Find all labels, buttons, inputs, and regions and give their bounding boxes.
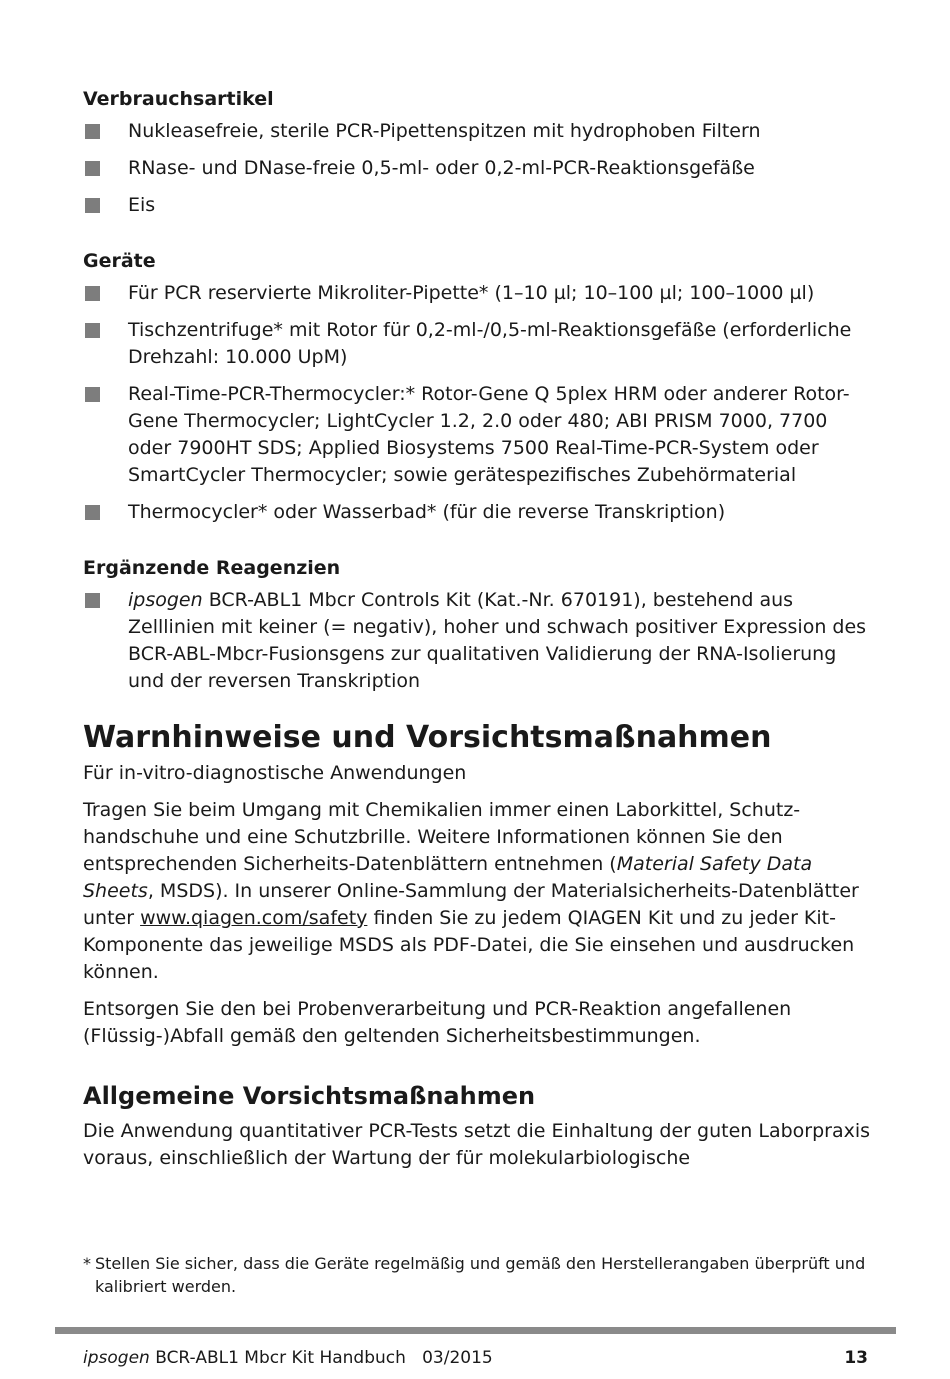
list-item <box>83 118 873 145</box>
reagents-list <box>83 587 873 695</box>
warnings-section <box>83 719 873 1050</box>
warnings-paragraph-2: Entsorgen Sie den bei Probenverarbeitung und PCR-Reaktion angefallenen (Flüssig-)Abfall gemäß den geltenden Sicherheitsbestimmungen. <box>83 998 792 1047</box>
safety-link[interactable]: www.qiagen.com/safety <box>140 907 368 929</box>
list-item-text: Eis <box>128 194 156 216</box>
list-item <box>83 499 873 526</box>
paragraph-text: , MSDS). In unserer Online-Sammlung der Materialsicherheits-Datenblätter unter <box>83 880 859 929</box>
list-item-text: RNase- und DNase-freie 0,5-ml- oder 0,2-ml-PCR-Reaktionsgefäße <box>128 157 755 179</box>
equipment-heading: Geräte <box>83 250 156 272</box>
square-bullet-icon <box>85 286 100 301</box>
list-item <box>83 280 873 307</box>
list-item <box>83 317 873 371</box>
page-number: 13 <box>844 1348 868 1368</box>
consumables-list <box>83 118 873 219</box>
square-bullet-icon <box>85 505 100 520</box>
footer-title <box>83 1346 493 1370</box>
consumables-heading: Verbrauchsartikel <box>83 88 274 110</box>
square-bullet-icon <box>85 124 100 139</box>
list-item-text: Real-Time-PCR-Thermocycler:* Rotor-Gene Q 5plex HRM oder anderer Rotor-Gene Thermocycler; LightCycler 1.2, 2.0 oder 480; ABI PRISM 7000, 7700 oder 7900HT SDS; Applied Biosystems 7500 Real-Time-PCR-System oder SmartCycler Thermocycler; sowie gerätespezifisches Zubehörmaterial <box>128 383 850 486</box>
warnings-paragraph-1 <box>83 797 873 986</box>
general-heading: Allgemeine Vorsichtsmaßnahmen <box>83 1082 536 1110</box>
list-item-text: Nukleasefreie, sterile PCR-Pipettenspitzen mit hydrophoben Filtern <box>128 120 761 142</box>
equipment-section <box>83 248 873 526</box>
equipment-list <box>83 280 873 526</box>
paragraph-text: finden Sie zu jedem QIAGEN Kit und zu jeder Kit-Komponente das jeweilige MSDS als PDF-Datei, die Sie einsehen und ausdrucken können. <box>83 907 855 983</box>
brand-name: ipsogen <box>128 589 203 611</box>
square-bullet-icon <box>85 161 100 176</box>
general-section <box>83 1080 873 1172</box>
reagents-heading: Ergänzende Reagenzien <box>83 557 341 579</box>
list-item <box>83 587 873 695</box>
footer-rule <box>55 1327 896 1334</box>
square-bullet-icon <box>85 323 100 338</box>
list-item-text: Thermocycler* oder Wasserbad* (für die reverse Transkription) <box>128 501 726 523</box>
square-bullet-icon <box>85 198 100 213</box>
list-item-text: Tischzentrifuge* mit Rotor für 0,2-ml-/0,5-ml-Reaktionsgefäße (erforderliche Drehzahl: 10.000 UpM) <box>128 319 852 368</box>
footer-title-text: BCR-ABL1 Mbcr Kit Handbuch 03/2015 <box>149 1348 493 1368</box>
warnings-intro: Für in-vitro-diagnostische Anwendungen <box>83 762 467 784</box>
reagents-section <box>83 555 873 695</box>
footer-brand: ipsogen <box>83 1348 150 1368</box>
paragraph-text: Tragen Sie beim Umgang mit Chemikalien immer einen Laborkittel, Schutzhandschuhe und eine Schutzbrille. Weitere Informationen können Sie den entsprechenden Sicherheits-Datenblättern entnehmen ( <box>83 799 801 875</box>
footnote <box>83 1252 873 1298</box>
square-bullet-icon <box>85 593 100 608</box>
list-item <box>83 155 873 182</box>
footnote-text: Stellen Sie sicher, dass die Geräte regelmäßig und gemäß den Herstellerangaben überprüft und kalibriert werden. <box>95 1254 866 1296</box>
warnings-heading: Warnhinweise und Vorsichtsmaßnahmen <box>83 720 772 755</box>
list-item <box>83 192 873 219</box>
footnote-mark: * <box>83 1254 91 1273</box>
list-item-text: BCR-ABL1 Mbcr Controls Kit (Kat.-Nr. 670191), bestehend aus Zelllinien mit keiner (= negativ), hoher und schwach positiver Expression des BCR-ABL-Mbcr-Fusionsgens zur qualitativen Validierung der RNA-Isolierung und der reversen Transkription <box>128 589 867 692</box>
consumables-section <box>83 86 873 219</box>
list-item-text: Für PCR reservierte Mikroliter-Pipette* (1–10 µl; 10–100 µl; 100–1000 µl) <box>128 282 815 304</box>
square-bullet-icon <box>85 387 100 402</box>
page-content <box>83 86 873 1182</box>
italic-term: Material Safety Data Sheets <box>83 853 813 902</box>
general-paragraph-1: Die Anwendung quantitativer PCR-Tests setzt die Einhaltung der guten Laborpraxis voraus, einschließlich der Wartung der für molekularbiologische <box>83 1120 871 1169</box>
list-item <box>83 381 873 489</box>
